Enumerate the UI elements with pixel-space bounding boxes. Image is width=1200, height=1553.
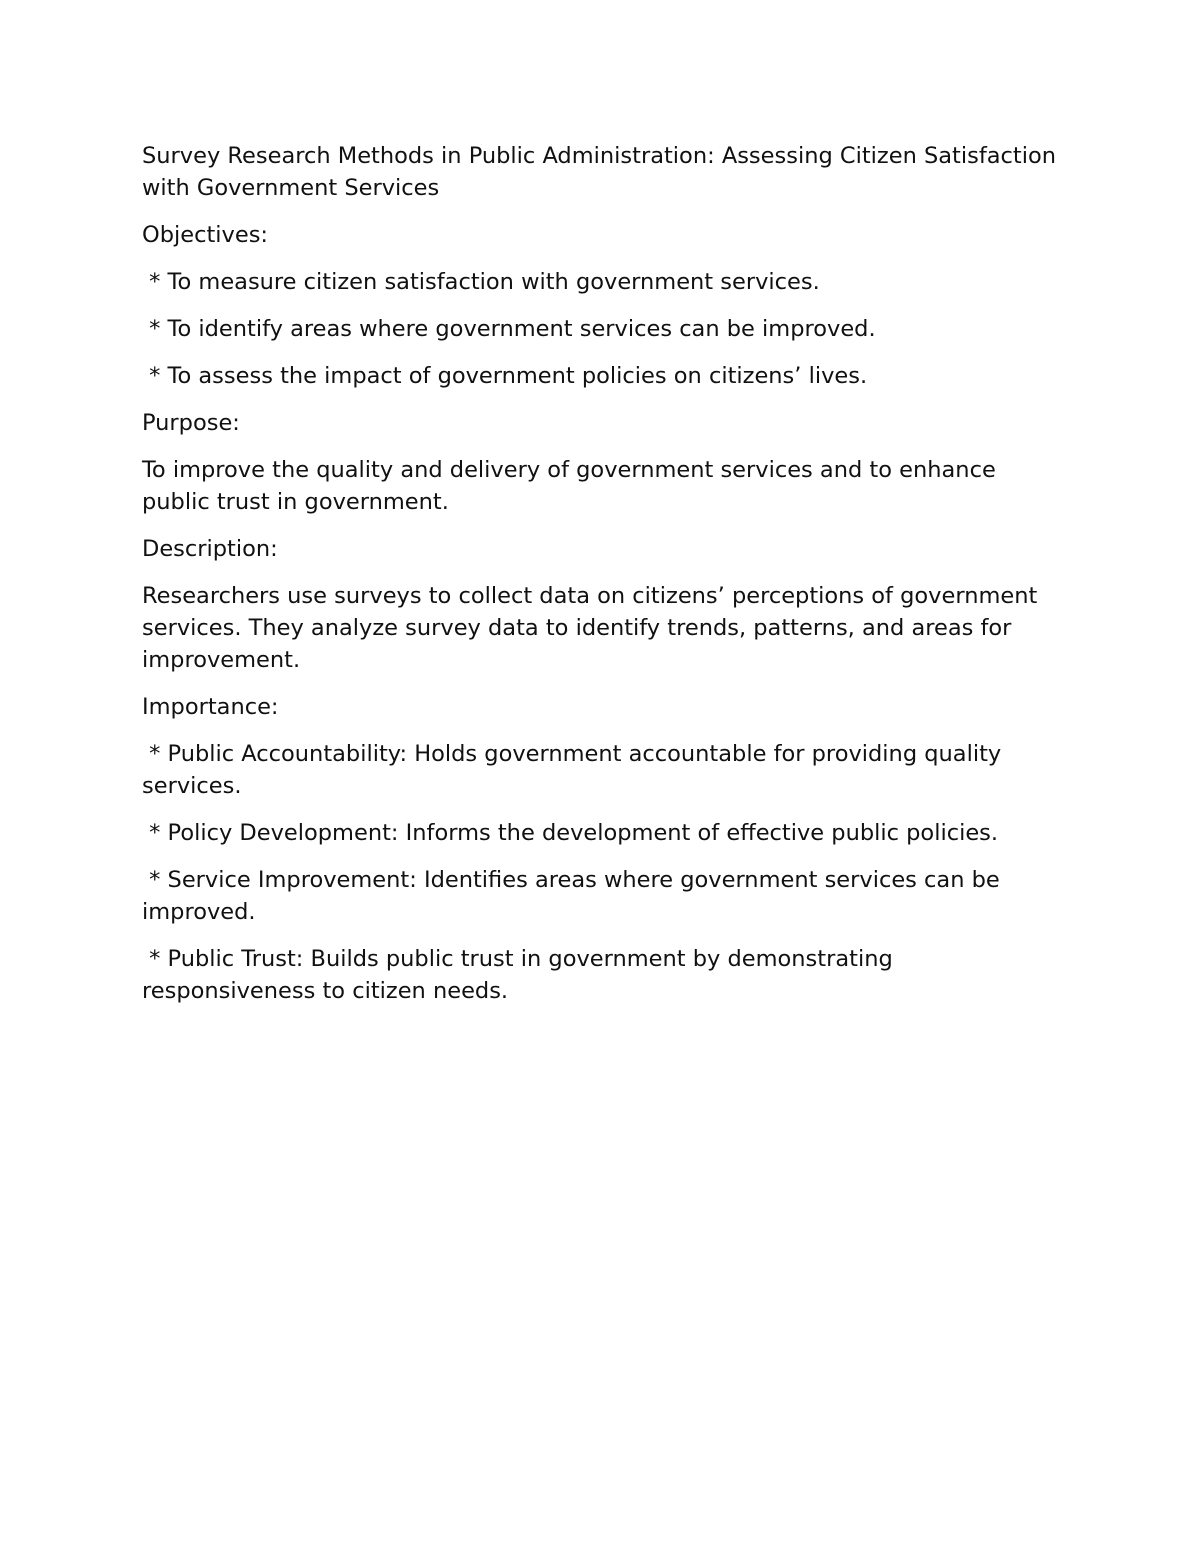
importance-item: * Policy Development: Informs the development of effective public policies. <box>142 820 999 846</box>
document-body <box>142 140 1062 1022</box>
document-title: Survey Research Methods in Public Administration: Assessing Citizen Satisfaction with Government Services <box>142 143 1064 201</box>
description-heading: Description: <box>142 536 278 562</box>
importance-item: * Public Trust: Builds public trust in government by demonstrating responsiveness to citizen needs. <box>142 946 900 1004</box>
objective-item: * To measure citizen satisfaction with government services. <box>142 269 820 295</box>
importance-heading: Importance: <box>142 694 279 720</box>
description-text: Researchers use surveys to collect data on citizens’ perceptions of government services. They analyze survey data to identify trends, patterns, and areas for improvement. <box>142 583 1045 673</box>
importance-item: * Public Accountability: Holds government accountable for providing quality services. <box>142 741 1009 799</box>
purpose-heading: Purpose: <box>142 410 240 436</box>
objective-item: * To identify areas where government services can be improved. <box>142 316 876 342</box>
objectives-heading: Objectives: <box>142 222 268 248</box>
objective-item: * To assess the impact of government policies on citizens’ lives. <box>142 363 868 389</box>
purpose-text: To improve the quality and delivery of government services and to enhance public trust in government. <box>142 457 1003 515</box>
importance-item: * Service Improvement: Identifies areas where government services can be improved. <box>142 867 1007 925</box>
